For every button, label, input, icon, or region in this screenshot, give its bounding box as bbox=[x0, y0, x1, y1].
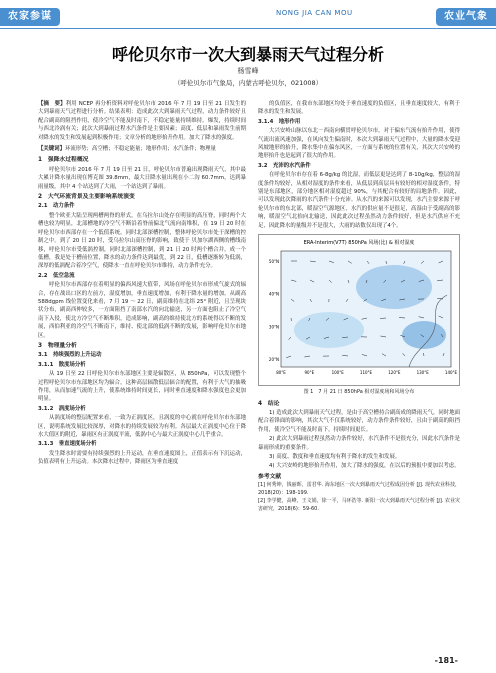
paragraph: 呼伦贝尔市 2016 年 7 月 19 日至 21 日，呼伦贝尔市普遍出现降雨天气，其中最大累计降水量出现在博克图 39.8mm，最大日降水量出现在小二沟 60.7mm，达到暴雨量级，其中 4 个站达到了大雨，一个站达到了暴雨。 bbox=[38, 166, 246, 190]
section-heading: 4 结论 bbox=[258, 400, 280, 407]
reference: [1] 何秀坤，钱丽晖，雷君华. 海东地区一次大到暴雨天气过程成因分析 [J]. 现代农业科技，2018(20)：198-199. bbox=[258, 482, 460, 496]
keywords-text: 环流形势；高空槽；不稳定能量；地形作用；水汽条件；物理量 bbox=[64, 146, 216, 153]
subsection-heading: 3.1.4 地形作用 bbox=[258, 118, 301, 125]
longitude-tick-label: 110°E bbox=[359, 370, 373, 376]
section-heading: 1 强降水过程概况 bbox=[38, 157, 89, 164]
header-right-tab: 农业气象 bbox=[436, 8, 496, 26]
subsection-heading: 3.1 持续强烈的上升运动 bbox=[38, 352, 102, 359]
latitude-tick-label: 30°N bbox=[268, 324, 279, 330]
paragraph: 从 19 日至 22 日呼伦贝尔市东部地区主要是辐散区，从 850hPa，可以发现整个过程呼伦贝尔市东部地区均为辐合，这种高层辐散低层辐合的配置，有利于大气的抽吸作用，从而加速气流的上升，使系统维持时间更长，同时垂直速度和降水强度也会更加明显。 bbox=[38, 371, 246, 403]
subsection-heading: 3.1.2 涡度场分析 bbox=[38, 405, 86, 412]
abstract bbox=[38, 100, 246, 142]
paragraph: 发生降水时需要有持续强烈的上升运动，在垂直速度图上，正值表示有下沉运动，负值表明有上升运动。本次降水过程中，降雨区为垂直速度 bbox=[38, 450, 246, 466]
left-body bbox=[38, 156, 246, 466]
journal-name: NONG JIA CAN MOU bbox=[276, 9, 353, 17]
longitude-tick-label: 130°E bbox=[416, 370, 429, 376]
right-bottom-body bbox=[258, 400, 460, 514]
page-number: -181- bbox=[434, 656, 458, 665]
paragraph: 4) 大兴安岭的地形抬升作用，加大了降水的强度，在以后的预报中要加以考虑。 bbox=[269, 463, 460, 470]
paragraph: 在呼伦贝尔市存在着 6-8g/kg 的比湿，而低层更是达到了 8-10g/kg，整层的湿度条件均较好，从相对湿度的条件来看，从低层到高层具有较好的相对湿度条件，特别是东部地区，部分地区相对湿度超过 90%，与其配合有较好的局地条件。因此，可以发现此次降雨的水汽条件十分充沛。从水汽的来源可以发现，水汽主要来源于呼伦贝尔市的东北部，暖湿空气源地区，水汽的供应量不是很足，高湿由于受副高的影响，暖湿空气北抬向北输送，因此此次过程虽然动力条件较好，但是水汽供应不充足，因此降水的量级并不是很大，大雨的站数仅出现了4个。 bbox=[258, 172, 460, 229]
subsection-heading: 2.1 动力条件 bbox=[38, 203, 75, 210]
paragraph: 3) 高度、散度和垂直速度均有利于降水的发生和发展。 bbox=[269, 453, 401, 460]
paragraph: 2) 此次大到暴雨过程虽然动力条件较好，水汽条件不是很充分，因此水汽条件是暴雨形成的重要条件。 bbox=[258, 436, 460, 451]
paper-title: 呼伦贝尔市一次大到暴雨天气过程分析 bbox=[111, 45, 384, 64]
header-rule bbox=[0, 28, 496, 29]
latitude-tick-label: 50°N bbox=[268, 259, 279, 265]
subsection-heading: 3.1.3 垂直速度场分析 bbox=[38, 441, 97, 448]
affiliation: （呼伦贝尔市气象局，内蒙古呼伦贝尔，021008） bbox=[173, 79, 323, 87]
map-frame bbox=[281, 251, 451, 367]
header-left-tab: 农家参谋 bbox=[0, 8, 60, 26]
right-column bbox=[258, 100, 460, 514]
left-column bbox=[38, 100, 246, 468]
longitude-tick-label: 120°E bbox=[388, 370, 401, 376]
paragraph: 1) 造成此次大到暴雨天气过程，是由于高空槽持合副高成的降雨天气，同时地面配合着锋面的影响，其次大气不仅系统较好，动力条件条件较好，且由于副高的阻挡作用，使冷空气不能及时南下，持续时间更长。 bbox=[258, 409, 460, 433]
reference: [2] 李学健，高峰，王文娟，徐一平，马环浩等. 新阳一次大到暴雨天气过程分析 [J]. 农业灾害研究，2018(6)：59-60. bbox=[258, 498, 460, 512]
humidity-region bbox=[294, 312, 364, 348]
paragraph: 大兴安岭山脉以东北－西南向横贯呼伦贝尔市，对于偏东气流有抬升作用，使得气流出流风速加强，在风向发生偏南时，本次大到暴雨天气过程中，大量的降水受迎风坡地形的抬升，降水集中在偏东风区，一方面与系统的位置有关，其次大兴安岭的地形抬升也是起到了很大的作用。 bbox=[258, 128, 460, 160]
right-top-body bbox=[258, 100, 460, 230]
longitude-tick-label: 140°E bbox=[444, 370, 458, 376]
keywords bbox=[38, 145, 246, 153]
figure-svg bbox=[259, 235, 459, 385]
figure-map bbox=[258, 234, 460, 386]
keywords-label: 【关键词】 bbox=[38, 146, 65, 153]
subsection-heading: 3.2 充沛的水汽条件 bbox=[258, 162, 311, 169]
section-heading: 3 物理量分析 bbox=[38, 342, 77, 349]
latitude-tick-label: 40°N bbox=[268, 291, 279, 297]
subsection-heading: 2.2 低空急流 bbox=[38, 272, 75, 279]
paragraph: 的负值区，在我市东部地区均处于垂直速度的负值区，且垂直速度较大，有利于降水的发生和发展。 bbox=[258, 101, 460, 116]
subsection-heading: 3.1.1 散度场分析 bbox=[38, 361, 86, 368]
section-heading: 2 大气环流背景及主要影响系统演变 bbox=[38, 194, 135, 201]
paragraph: 呼伦贝尔市西部存在着明显的偏西风速大值带，风场在呼伦贝尔市形成气旋式的辐合，存在战出口区的左前方，湿度增加，垂直速度增加，有利于降水量的增加。从副高 588dgpm 线位置变化来看，7 月 19 ～ 22 日，副高维持在北纬 25° 附近，且呈现块状分布，副高西伸较多，一方面阻挡了南部水汽的向北输送，另一方面也阻止了冷空气南下入侵，使北方冷空气不断堆积，造成影响，副高的维持使北方的系统得以不断的发展，西伯利亚的冷空气不断南下，维持、使北部的低涡不断的发展，影响呼伦贝尔市地区。 bbox=[38, 282, 246, 339]
figure-caption: 图 1 7 月 21 日 850hPa 相对湿度场和风场分布 bbox=[303, 389, 415, 396]
section-heading: 参考文献 bbox=[258, 473, 282, 480]
abstract-text: 利用 NCEP 再分析资料对呼伦贝尔市 2016 年 7 月 19 日至 21 日发生的大到暴雨天气过程进行分析。结果表明：造成此次大到暴雨天气过程，动力条件较好且配合副高的阻挡作用，使冷空气不能及时南下，不稳定能量持续维持。爆发，持续时间与西北冷涡有关；此次大到暴雨过程水汽条件是主要因素；高度、低层和暴雨发生前期对降水的发生和发展起到积极作用；文章分析的地形抬升作用。加大了降水的强度。 bbox=[38, 101, 246, 141]
author: 杨雪峰 bbox=[237, 67, 259, 75]
latitude-tick-label: 20°N bbox=[268, 357, 279, 363]
paragraph: 从涡度场的整层配置来看，一致为正涡度区，且涡度的中心就在呼伦贝尔市东部地区，说明系统发展比较深厚，对降水的持续发展较为有利。各层最大正涡度中心位于降水大值区的附近，暴雨区有正涡度平流，低涡中心与最大正涡度中心几乎重合。 bbox=[38, 415, 246, 439]
abstract-label: 【摘 要】 bbox=[38, 101, 66, 107]
figure-title: ERA-Interim(V7T) 850hPa 风场(比) & 相对湿度 bbox=[303, 240, 415, 247]
longitude-tick-label: 90°E bbox=[304, 370, 315, 376]
longitude-tick-label: 80°E bbox=[276, 370, 286, 376]
paragraph: 整个欧亚大陆呈现两槽两脊的形式，在乌拉尔山处存在明显的高压脊，同时两个大槽也较为明显，北部槽地的冷空气不断沿着脊前偏北气流向南堆积，在 19 日 20 时在呼伦贝尔市西部存在一个低值系统，同时北部深槽控制，整体呼伦贝尔市处于深槽的控制之中。到了 20 日 20 时，受乌拉尔山高压脊的影响，致使于 贝加尔湖西侧的槽线南移，呼伦贝尔市受低涡控制，同时北部深槽控制，到 21 日 20 时两个槽合并，成一个低槽，我是处于槽前位置，降水的动力条件达到最优，到 22 日，低槽逐渐转为低涡，深厚的低涡配合着冷空气，使降水一直在呼伦贝尔市维持，动力条件充分。 bbox=[38, 212, 246, 270]
humidity-region bbox=[356, 265, 432, 309]
longitude-tick-label: 100°E bbox=[331, 370, 344, 376]
